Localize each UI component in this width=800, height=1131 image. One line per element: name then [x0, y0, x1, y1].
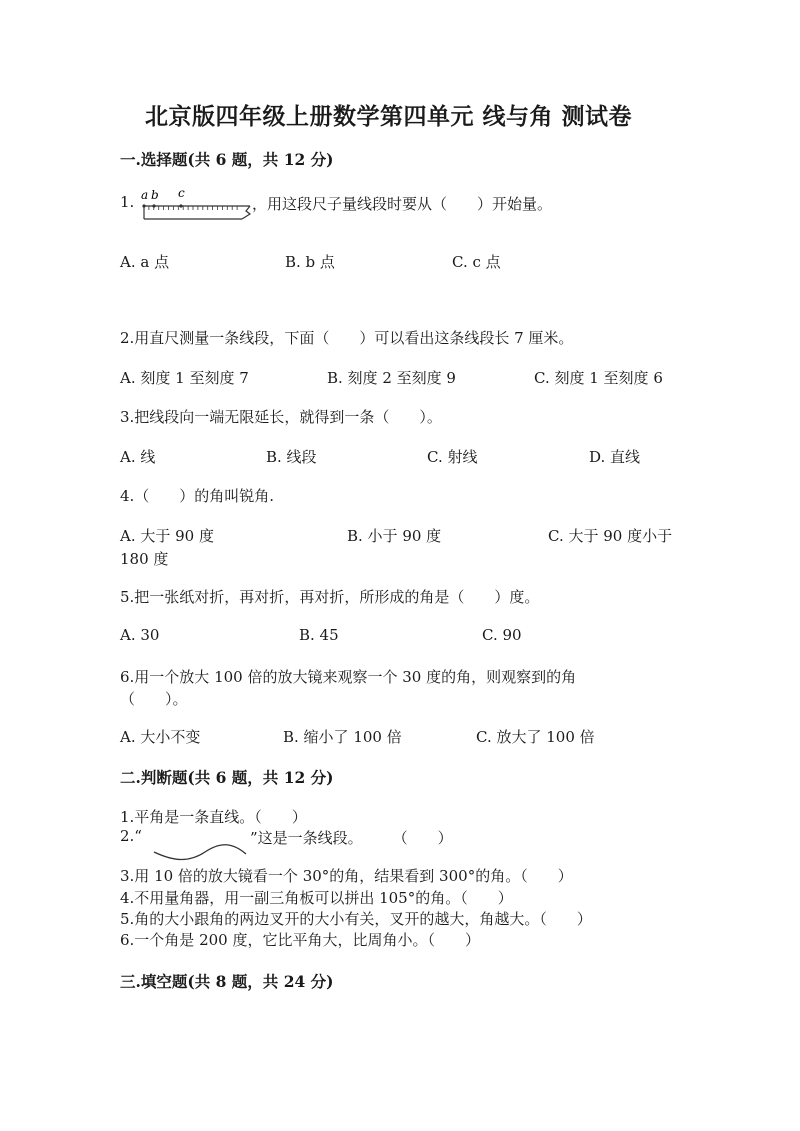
judge-item: 6.一个角是 200 度，它比平角大，比周角小。（ ） [120, 931, 480, 949]
question-text: 6.用一个放大 100 倍的放大镜来观察一个 30 度的角，则观察到的角 [120, 668, 577, 686]
section-heading-choice: 一.选择题(共 6 题，共 12 分) [120, 150, 334, 169]
question-text: ，用这段尺子量线段时要从（ ）开始量。 [252, 195, 553, 213]
page-title: 北京版四年级上册数学第四单元 线与角 测试卷 [145, 103, 633, 130]
option-c[interactable]: C. 刻度 1 至刻度 6 [534, 369, 663, 387]
ruler-label-b: b [151, 188, 159, 202]
ruler-label-c: c [178, 186, 185, 200]
judge-item-continued: ”这是一条线段。 （ ） [250, 829, 453, 847]
option-b[interactable]: B. 刻度 2 至刻度 9 [327, 369, 456, 387]
ruler-label-a: a [141, 188, 149, 202]
judge-item: 4.不用量角器，用一副三角板可以拼出 105°的角。（ ） [120, 889, 513, 907]
ruler-image [138, 186, 256, 224]
section-heading-judge: 二.判断题(共 6 题，共 12 分) [120, 768, 334, 787]
option-d[interactable]: D. 直线 [589, 448, 641, 466]
question-text-continued: （ ）。 [120, 690, 188, 708]
option-a[interactable]: A. 大小不变 [120, 728, 201, 746]
option-a[interactable]: A. 线 [120, 448, 156, 466]
question-number: 1. [120, 193, 135, 211]
option-a[interactable]: A. 刻度 1 至刻度 7 [120, 369, 249, 387]
question-text: 5.把一张纸对折，再对折，再对折，所形成的角是（ ）度。 [120, 588, 540, 606]
option-a[interactable]: A. 30 [120, 626, 160, 644]
option-b[interactable]: B. 线段 [266, 448, 317, 466]
option-a[interactable]: A. a 点 [120, 253, 170, 271]
option-c[interactable]: C. 90 [482, 626, 522, 644]
judge-item: 2.“ [120, 827, 142, 845]
question-text: 4.（ ）的角叫锐角. [120, 487, 275, 505]
judge-item: 3.用 10 倍的放大镜看一个 30°的角，结果看到 300°的角。（ ） [120, 867, 573, 885]
option-b[interactable]: B. b 点 [285, 253, 335, 271]
option-c[interactable]: C. 大于 90 度小于 [548, 527, 673, 545]
question-text: 2.用直尺测量一条线段，下面（ ）可以看出这条线段长 7 厘米。 [120, 329, 574, 347]
judge-item: 1.平角是一条直线。（ ） [120, 808, 307, 826]
option-c[interactable]: C. 射线 [427, 448, 478, 466]
option-a[interactable]: A. 大于 90 度 [120, 527, 214, 545]
curved-line-image [150, 838, 250, 864]
option-b[interactable]: B. 45 [299, 626, 339, 644]
option-c[interactable]: C. 放大了 100 倍 [476, 728, 595, 746]
option-b[interactable]: B. 小于 90 度 [347, 527, 442, 545]
section-heading-fill: 三.填空题(共 8 题，共 24 分) [120, 972, 334, 991]
judge-item: 5.角的大小跟角的两边叉开的大小有关，叉开的越大，角越大。（ ） [120, 910, 592, 928]
option-c[interactable]: C. c 点 [452, 253, 501, 271]
option-c-continued: 180 度 [120, 550, 169, 568]
question-text: 3.把线段向一端无限延长，就得到一条（ ）。 [120, 408, 442, 426]
option-b[interactable]: B. 缩小了 100 倍 [283, 728, 402, 746]
